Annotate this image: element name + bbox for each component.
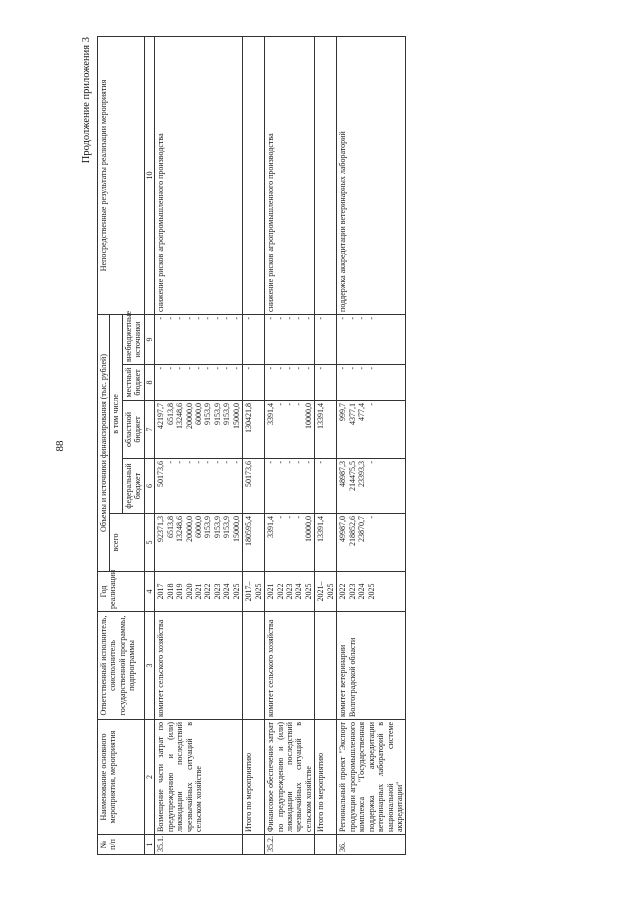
rotated-landscape-content — [81, 37, 640, 855]
year-value: 2017 — [156, 583, 166, 600]
federal-value: 50173,6 — [156, 461, 166, 487]
year-value: 2018 — [165, 583, 175, 600]
year-value: 2025 — [366, 583, 376, 600]
continuation-label: Продолжение приложения 3 — [81, 37, 92, 164]
local-value: - — [156, 367, 166, 370]
federal-value: - — [366, 461, 376, 464]
extra-value: - — [275, 316, 285, 320]
activity-years — [265, 572, 315, 612]
activity-years — [155, 572, 243, 612]
total-row — [315, 36, 337, 854]
regional-value: 15000,0 — [231, 403, 241, 429]
total-result-cell — [243, 36, 265, 314]
extra-value: - — [156, 316, 166, 320]
total-value: 9153,9 — [212, 516, 222, 538]
activity-executor: комитет сельского хозяйства — [265, 612, 315, 720]
activity-years — [337, 572, 406, 612]
total-row — [243, 36, 265, 854]
activity-federal — [265, 459, 315, 514]
total-federal: 50173,6 — [243, 459, 265, 514]
total-value: 6000,0 — [193, 516, 203, 538]
extra-value: - — [165, 316, 175, 320]
extra-value: - — [347, 316, 357, 320]
total-years: 2021–2025 — [315, 572, 337, 612]
activity-total — [155, 514, 243, 572]
total-value: 20000,0 — [184, 516, 194, 542]
header-local: местный бюджет — [122, 365, 144, 401]
total-label: Итого по мероприятию — [243, 720, 265, 835]
federal-value: - — [266, 461, 276, 464]
year-value: 2024 — [294, 583, 304, 600]
column-number: 5 — [144, 514, 154, 572]
column-number: 8 — [144, 365, 154, 401]
federal-value: - — [231, 461, 241, 464]
extra-value: - — [266, 316, 276, 320]
local-value: - — [285, 367, 294, 370]
total-value: 10000,0 — [303, 516, 313, 542]
total-executor-cell — [243, 612, 265, 720]
header-activity-name: Наименование основного мероприятия, мероприятия — [98, 720, 145, 835]
regional-value: - — [275, 403, 285, 406]
year-value: 2023 — [285, 583, 294, 600]
year-value: 2025 — [303, 583, 313, 600]
local-value: - — [266, 367, 276, 370]
extra-value: - — [366, 316, 376, 320]
total-total: 180595,4 — [243, 514, 265, 572]
year-value: 2025 — [231, 583, 241, 600]
regional-value: 20000,0 — [184, 403, 194, 429]
funding-table — [97, 36, 406, 855]
extra-value: - — [357, 316, 367, 320]
extra-value: - — [212, 316, 222, 320]
activity-regional — [337, 401, 406, 459]
federal-value: 23393,3 — [357, 461, 367, 487]
header-federal: федеральный бюджет — [122, 459, 144, 514]
total-label: Итого по мероприятию — [315, 720, 337, 835]
total-result-cell — [315, 36, 337, 314]
extra-value: - — [303, 316, 313, 320]
activity-executor: комитет ветеринарии Волгоградской области — [337, 612, 406, 720]
local-value: - — [338, 367, 348, 370]
total-executor-cell — [315, 612, 337, 720]
year-value: 2019 — [175, 583, 185, 600]
total-value: 218852,6 — [347, 516, 357, 546]
total-federal: - — [315, 459, 337, 514]
total-extra: - — [243, 314, 265, 364]
federal-value: - — [222, 461, 232, 464]
header-executor: Ответственный исполнитель, соисполнитель государственной программы, подпрограммы — [98, 612, 145, 720]
activity-row — [155, 36, 243, 854]
column-number: 4 — [144, 572, 154, 612]
total-value: - — [285, 516, 294, 519]
activity-number: 35.2. — [265, 835, 315, 855]
total-value: 9153,9 — [203, 516, 213, 538]
federal-value: - — [165, 461, 175, 464]
local-value: - — [231, 367, 241, 370]
column-number: 6 — [144, 459, 154, 514]
total-total: 13391,4 — [315, 514, 337, 572]
local-value: - — [193, 367, 203, 370]
local-value: - — [294, 367, 304, 370]
total-value: 3391,4 — [266, 516, 276, 538]
header-number: № п/п — [98, 835, 145, 855]
year-value: 2021 — [193, 583, 203, 600]
activity-total — [337, 514, 406, 572]
regional-value: 9153,9 — [212, 403, 222, 425]
header-extra: внебюджетные источники — [122, 314, 144, 364]
activity-regional — [265, 401, 315, 459]
activity-total — [265, 514, 315, 572]
local-value: - — [366, 367, 376, 370]
activity-name: Финансовое обеспечение затрат по предупреждению и (или) ликвидации последствий чрезвычайных ситуаций в сельском хозяйстве — [265, 720, 315, 835]
extra-value: - — [222, 316, 232, 320]
activity-extra — [337, 314, 406, 364]
activity-extra — [265, 314, 315, 364]
total-local: - — [315, 365, 337, 401]
column-number: 7 — [144, 401, 154, 459]
extra-value: - — [193, 316, 203, 320]
total-value: - — [294, 516, 304, 519]
regional-value: 477,4 — [357, 403, 367, 421]
activity-local — [155, 365, 243, 401]
total-regional: 130421,8 — [243, 401, 265, 459]
local-value: - — [222, 367, 232, 370]
extra-value: - — [175, 316, 185, 320]
year-value: 2024 — [222, 583, 232, 600]
activity-extra — [155, 314, 243, 364]
column-number: 1 — [144, 835, 154, 855]
local-value: - — [275, 367, 285, 370]
extra-value: - — [294, 316, 304, 320]
total-value: 13248,6 — [175, 516, 185, 542]
federal-value: - — [184, 461, 194, 464]
total-value: 15000,0 — [231, 516, 241, 542]
year-value: 2022 — [338, 583, 348, 600]
total-value: 9153,9 — [222, 516, 232, 538]
local-value: - — [175, 367, 185, 370]
year-value: 2022 — [203, 583, 213, 600]
regional-value: 42197,7 — [156, 403, 166, 429]
activity-result: снижение рисков агропромышленного производства — [265, 36, 315, 314]
regional-value: 6513,8 — [165, 403, 175, 425]
regional-value: - — [294, 403, 304, 406]
year-value: 2022 — [275, 583, 285, 600]
extra-value: - — [231, 316, 241, 320]
regional-value: 13248,6 — [175, 403, 185, 429]
total-value: 49987,0 — [338, 516, 348, 542]
activity-row — [337, 36, 406, 854]
total-local: - — [243, 365, 265, 401]
local-value: - — [357, 367, 367, 370]
column-number: 10 — [144, 36, 154, 314]
total-value: - — [275, 516, 285, 519]
activity-name: Возмещение части затрат по предупреждению и (или) ликвидации последствий чрезвычайных ситуаций в сельском хозяйстве — [155, 720, 243, 835]
activity-name: Региональный проект "Экспорт продукции агропромышленного комплекса "Государственная поддержка аккредитации ветеринарных лабораторий в национальной системе аккредитации" — [337, 720, 406, 835]
federal-value: - — [294, 461, 304, 464]
local-value: - — [184, 367, 194, 370]
federal-value: - — [212, 461, 222, 464]
activity-result: поддержка аккредитации ветеринарных лабораторий — [337, 36, 406, 314]
column-number: 9 — [144, 314, 154, 364]
activity-local — [265, 365, 315, 401]
total-regional: 13391,4 — [315, 401, 337, 459]
total-value: 92371,3 — [156, 516, 166, 542]
total-number-cell — [243, 835, 265, 855]
total-value: 23870,7 — [357, 516, 367, 542]
activity-federal — [155, 459, 243, 514]
activity-executor: комитет сельского хозяйства — [155, 612, 243, 720]
total-value: - — [366, 516, 376, 519]
federal-value: - — [193, 461, 203, 464]
local-value: - — [212, 367, 222, 370]
extra-value: - — [338, 316, 348, 320]
year-value: 2023 — [212, 583, 222, 600]
total-number-cell — [315, 835, 337, 855]
regional-value: 3391,4 — [266, 403, 276, 425]
activity-federal — [337, 459, 406, 514]
regional-value: - — [285, 403, 294, 406]
regional-value: 6000,0 — [193, 403, 203, 425]
federal-value: - — [303, 461, 313, 464]
total-extra: - — [315, 314, 337, 364]
extra-value: - — [285, 316, 294, 320]
activity-row — [265, 36, 315, 854]
header-year: Год реализации — [98, 572, 145, 612]
federal-value: - — [275, 461, 285, 464]
local-value: - — [303, 367, 313, 370]
year-value: 2024 — [357, 583, 367, 600]
activity-local — [337, 365, 406, 401]
page-number: 88 — [54, 440, 66, 452]
activity-result: снижение рисков агропромышленного производства — [155, 36, 243, 314]
column-number: 2 — [144, 720, 154, 835]
year-value: 2020 — [184, 583, 194, 600]
header-total: всего — [110, 514, 144, 572]
federal-value: 48987,3 — [338, 461, 348, 487]
column-number: 3 — [144, 612, 154, 720]
federal-value: - — [285, 461, 294, 464]
federal-value: - — [175, 461, 185, 464]
regional-value: 4377,1 — [347, 403, 357, 425]
header-regional: областной бюджет — [122, 401, 144, 459]
total-years: 2017–2025 — [243, 572, 265, 612]
regional-value: 999,7 — [338, 403, 348, 421]
activity-number: 35.1. — [155, 835, 243, 855]
federal-value: 214475,5 — [347, 461, 357, 491]
regional-value: 10000,0 — [303, 403, 313, 429]
total-value: 6513,8 — [165, 516, 175, 538]
regional-value: 9153,9 — [203, 403, 213, 425]
activity-number: 36. — [337, 835, 406, 855]
local-value: - — [165, 367, 175, 370]
activity-regional — [155, 401, 243, 459]
year-value: 2021 — [266, 583, 276, 600]
header-results: Непосредственные результаты реализации мероприятия — [98, 36, 145, 314]
year-value: 2023 — [347, 583, 357, 600]
regional-value: 9153,9 — [222, 403, 232, 425]
table-body — [155, 36, 406, 854]
extra-value: - — [184, 316, 194, 320]
local-value: - — [347, 367, 357, 370]
extra-value: - — [203, 316, 213, 320]
local-value: - — [203, 367, 213, 370]
header-including: в том числе — [110, 314, 122, 513]
column-numbers-row — [144, 36, 154, 854]
federal-value: - — [203, 461, 213, 464]
regional-value: - — [366, 403, 376, 406]
header-funding-group: Объемы и источники финансирования (тыс. рублей) — [98, 314, 110, 571]
